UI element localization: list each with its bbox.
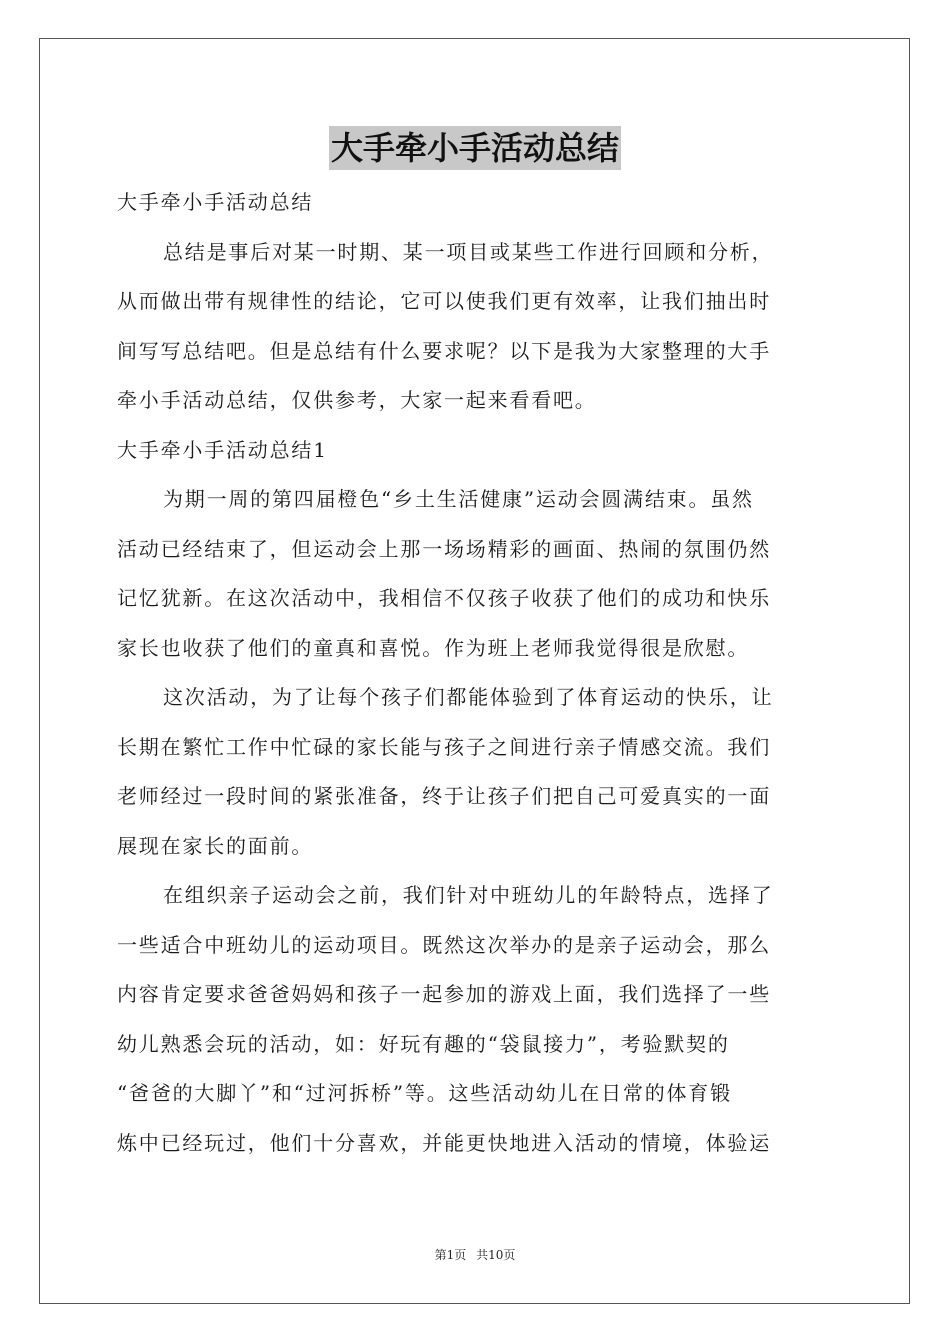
text-line: 炼中已经玩过，他们十分喜欢，并能更快地进入活动的情境，体验运: [117, 1130, 771, 1155]
document-body: [117, 178, 833, 1168]
text-line: 大手牵小手活动总结: [117, 190, 314, 214]
text-line: 大手牵小手活动总结1: [117, 437, 328, 462]
text-line: 老师经过一段时间的紧张准备，终于让孩子们把自己可爱真实的一面: [117, 784, 771, 808]
page-number: 第1页: [434, 1248, 467, 1262]
text-line: 总结是事后对某一时期、某一项目或某些工作进行回顾和分析，: [163, 239, 774, 264]
text-line: 间写写总结吧。但是总结有什么要求呢？以下是我为大家整理的大手: [117, 338, 771, 363]
text-line: 牵小手活动总结，仅供参考，大家一起来看看吧。: [117, 388, 597, 412]
text-line: 这次活动，为了让每个孩子们都能体验到了体育运动的快乐，让: [163, 685, 774, 709]
text-line: 在组织亲子运动会之前，我们针对中班幼儿的年龄特点，选择了: [163, 883, 774, 907]
text-line: 为期一周的第四届橙色“乡土生活健康”运动会圆满结束。虽然: [163, 487, 754, 511]
text-line: 长期在繁忙工作中忙碌的家长能与孩子之间进行亲子情感交流。我们: [117, 734, 771, 759]
text-line: 从而做出带有规律性的结论，它可以使我们更有效率，让我们抽出时: [117, 289, 771, 313]
text-line: 记忆犹新。在这次活动中，我相信不仅孩子收获了他们的成功和快乐: [117, 586, 771, 610]
text-line: 家长也收获了他们的童真和喜悦。作为班上老师我觉得很是欣慰。: [117, 635, 750, 660]
text-line: 展现在家长的面前。: [117, 833, 314, 858]
page-total: 共10页: [476, 1248, 516, 1262]
text-line: 活动已经结束了，但运动会上那一场场精彩的画面、热闹的氛围仍然: [117, 536, 771, 561]
document-title: 大手牵小手活动总结: [329, 126, 621, 170]
title-container: [0, 126, 950, 170]
text-line: “爸爸的大脚丫”和“过河拆桥”等。这些活动幼儿在日常的体育锻: [117, 1081, 732, 1105]
text-line: 一些适合中班幼儿的运动项目。既然这次举办的是亲子运动会，那么: [117, 932, 771, 957]
text-line: 幼儿熟悉会玩的活动，如：好玩有趣的“袋鼠接力”，考验默契的: [117, 1031, 730, 1056]
page-footer: [0, 1246, 950, 1263]
text-line: 内容肯定要求爸爸妈妈和孩子一起参加的游戏上面，我们选择了一些: [117, 982, 771, 1006]
